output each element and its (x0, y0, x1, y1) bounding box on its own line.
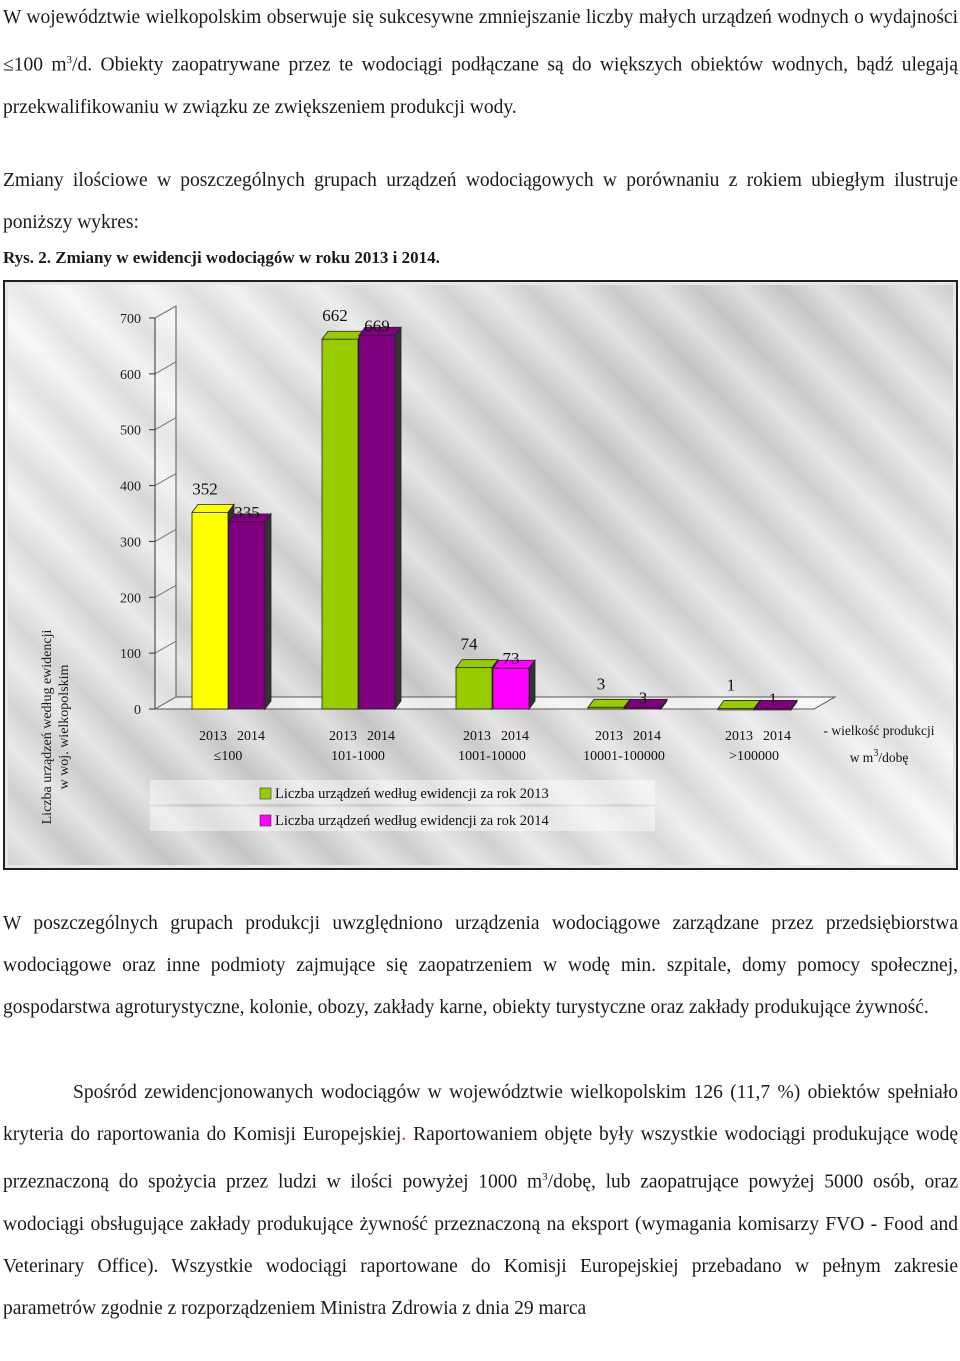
category-label: 10001-100000 (583, 749, 665, 764)
bar (359, 335, 395, 709)
data-label: 662 (322, 306, 348, 326)
data-label: 73 (502, 649, 520, 669)
y-tick-label: 100 (120, 647, 141, 663)
data-label: 352 (192, 479, 218, 499)
bar-top (456, 660, 498, 668)
year-label: 2013 (329, 729, 357, 744)
data-label: 3 (596, 674, 606, 694)
intro-paragraph-2: Zmiany ilościowe w poszczególnych grupach urządzeń wodociągowych w porównaniu z rokiem ubiegłym ilustruje poniższy wykres: (3, 170, 958, 233)
year-label: 2014 (763, 729, 791, 744)
bar-top (588, 699, 630, 707)
bar (588, 707, 624, 709)
bar-chart (3, 280, 958, 870)
bar-side (529, 660, 535, 709)
year-label: 2013 (463, 729, 491, 744)
body-paragraph-1: W poszczególnych grupach produkcji uwzględniono urządzenia wodociągowe zarządzane przez przedsiębiorstwa wodociągowe oraz inne podmioty zajmujące się zaopatrzeniem w wodę min. szpitale, domy pomocy społecznej, gospodarstwa agroturystyczne, kolonie, obozy, zakłady karne, obiekty turystyczne oraz zakłady produkujące żywność. (3, 913, 958, 1018)
chart-canvas (5, 282, 956, 868)
bar-side (395, 327, 401, 709)
category-label: ≤100 (213, 749, 243, 764)
bar (625, 707, 661, 709)
legend-swatch (260, 815, 271, 826)
bar (755, 708, 791, 710)
x-axis-label: - wielkość produkcji (823, 723, 935, 738)
bar-top (718, 700, 760, 708)
x-axis-label-unit: w $m^3$/dobę (849, 748, 909, 765)
year-label: 2013 (595, 729, 623, 744)
bar (229, 522, 265, 709)
data-label: 669 (364, 316, 390, 336)
category-label: 1001-10000 (458, 749, 526, 764)
y-tick-label: 400 (120, 479, 141, 495)
category-label: 101-1000 (331, 749, 385, 764)
data-label: 74 (460, 634, 478, 654)
legend-swatch (260, 788, 271, 799)
bar (718, 708, 754, 710)
intro-paragraph-1: W województwie wielkopolskim obserwuje się sukcesywne zmniejszanie liczby małych urządzeń wodnych o wydajności ≤100 $m^3/d$. Obiekty zaopatrywane przez te wodociągi podłączane są do większych obiektów wodnych, bądź ulegają przekwalifikowaniu w związku ze zwiększeniem produkcji wody. (3, 7, 958, 118)
bar-side (265, 514, 271, 709)
figure-caption: Rys. 2. Zmiany w ewidencji wodociągów w roku 2013 i 2014. (3, 248, 440, 267)
bar (322, 339, 358, 709)
y-tick-label: 700 (120, 312, 141, 327)
y-tick-label: 600 (120, 367, 141, 383)
year-label: 2014 (633, 729, 661, 744)
year-label: 2014 (367, 729, 395, 744)
data-label: 3 (638, 688, 648, 708)
bar (456, 668, 492, 709)
legend-label: Liczba urządzeń według ewidencji za rok 2014 (275, 813, 549, 829)
bar (493, 668, 529, 709)
year-label: 2014 (501, 729, 529, 744)
chart-side-wall (155, 306, 176, 709)
y-axis-label: Liczba urządzeń według ewidencji w woj. wielkopolskim (40, 629, 72, 825)
year-label: 2014 (237, 729, 265, 744)
y-tick-label: 0 (134, 703, 141, 718)
data-label: 1 (726, 675, 736, 695)
legend-label: Liczba urządzeń według ewidencji za rok 2013 (275, 786, 549, 802)
y-tick-label: 200 (120, 591, 141, 607)
year-label: 2013 (725, 729, 753, 744)
data-label: 335 (234, 502, 260, 522)
y-tick-label: 500 (120, 423, 141, 439)
year-label: 2013 (199, 729, 227, 744)
bar (192, 512, 228, 709)
category-label: >100000 (729, 749, 779, 764)
bar-top (322, 331, 364, 339)
y-tick-label: 300 (120, 535, 141, 551)
data-label: 1 (768, 689, 778, 709)
body-paragraph-2: Spośród zewidencjonowanych wodociągów w województwie wielkopolskim 126 (11,7 %) obiektów spełniało kryteria do raportowania do Komisji Europejskiej. Raportowaniem objęte były wszystkie wodociągi produkujące wodę przeznaczoną do spożycia przez ludzi w ilości powyżej 1000 $m^3$/dobę, lub zaopatrujące powyżej 5000 osób, oraz wodociągi obsługujące zakłady produkujące żywność przeznaczoną na eksport (wymagania komisarzy FVO - Food and Veterinary Office). Wszystkie wodociągi raportowane do Komisji Europejskiej przebadano w pełnym zakresie parametrów zgodnie z rozporządzeniem Ministra Zdrowia z dnia 29 marca (3, 1082, 959, 1319)
bar-top (192, 504, 234, 512)
